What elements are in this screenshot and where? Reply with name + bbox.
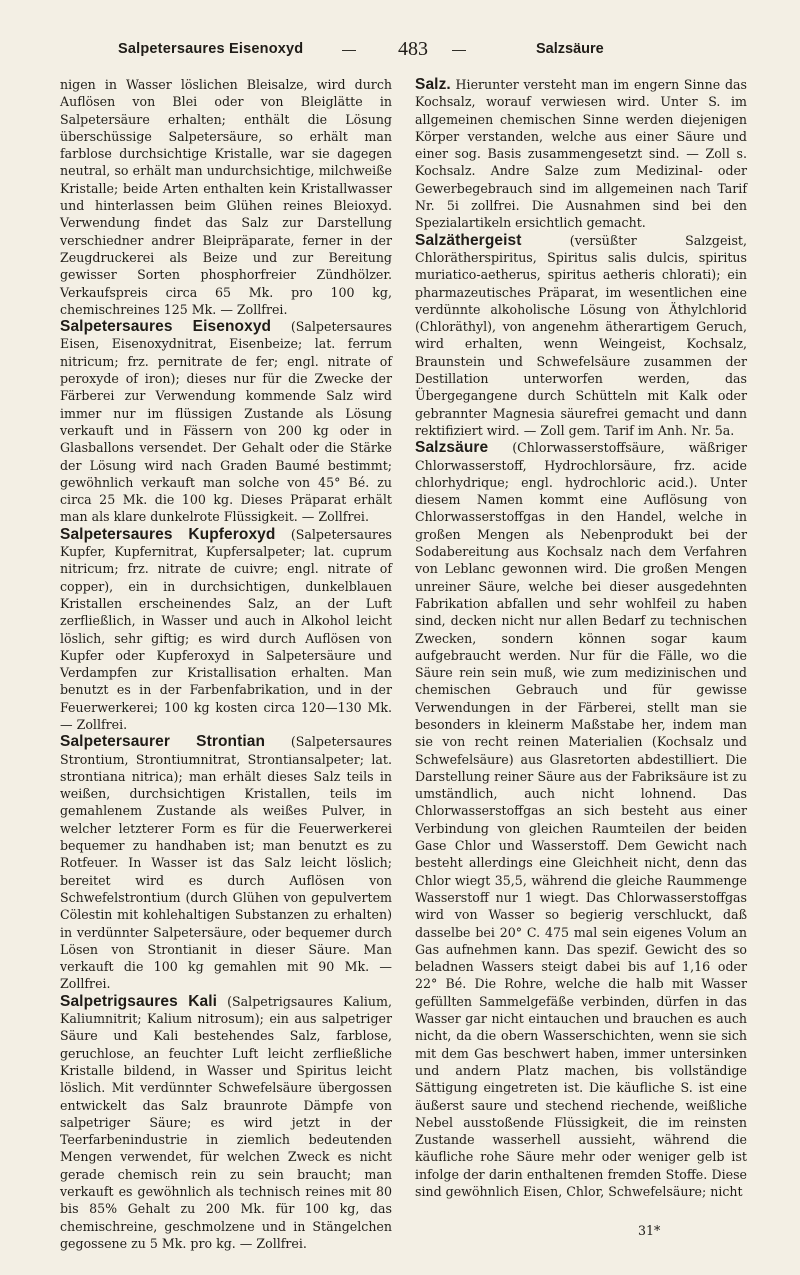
signature-mark: 31*: [638, 1223, 661, 1238]
entry: [60, 733, 392, 992]
entry: [60, 318, 392, 526]
page-number: 483: [398, 38, 428, 60]
entry-headword: Salpetersaurer Strontian: [60, 733, 266, 751]
header-left-title: Salpetersaures Eisenoxyd: [118, 41, 304, 57]
header-dash-right: —: [452, 41, 466, 57]
entry-headword: Salz.: [415, 76, 451, 93]
entry: [415, 439, 747, 1200]
entry-headword: Salzsäure: [415, 439, 489, 457]
entry-text: Hierunter versteht man im engern Sinne das Kochsalz, worauf verwiesen wird. Unter S. im allgemeinen chemischen Sinne werden diejenigen Körper verstanden, welche aus einer Säure und einer sog. Basis zusammengesetzt sind. — Zoll s. Kochsalz. Andre Salze zum Medizinal- oder Gewerbegebrauch sind im allgemeinen nach Tarif Nr. 5i zollfrei. Die Ausnahmen sind bei den Spezialartikeln ersichtlich gemacht.: [415, 77, 747, 231]
entry-text: (Salpetrigsaures Kalium, Kaliumnitrit; Kalium nitrosum); ein aus salpetriger Säure und Kali bestehendes Salz, farblose, geruchlose, an feuchter Luft leicht zerfließliche Kristalle bildend, in Wasser und Spiritus leicht löslich. Mit verdünnter Schwefelsäure übergossen entwickelt das Salz braunrote Dämpfe von salpetriger Säure; es wird jetzt in der Teerfarbenindustrie in ziemlich bedeutenden Mengen verwendet, für welchen Zweck es nicht gerade chemisch rein zu sein braucht; man verkauft es gewöhnlich als technisch reines mit 80 bis 85% Gehalt zu 200 Mk. für 100 kg, das chemischreine, geschmolzene und in Stängelchen gegossene zu 5 Mk. pro kg. — Zollfrei.: [60, 993, 392, 1251]
header-dash-left: —: [342, 41, 356, 57]
entry: [60, 526, 392, 734]
entry: [60, 993, 392, 1252]
running-header: [60, 38, 750, 64]
continued-entry-text: nigen in Wasser löslichen Bleisalze, wird durch Auflösen von Blei oder von Bleiglätte in Salpetersäure erhalten; enthält die Lösung überschüssige Salpetersäure, so erhält man farblose durchsichtige Kristalle, war sie dagegen neutral, so erhält man undurchsichtige, milchweiße Kristalle; beide Arten enthalten kein Kristallwasser und hinterlassen beim Glühen reines Bleioxyd. Verwendung findet das Salz zur Darstellung verschiedner andrer Bleipräparate, ferner in der Zeugdruckerei als Beize und zur Bereitung gewisser Sorten phosphorfreier Zündhölzer. Verkaufspreis circa 65 Mk. pro 100 kg, chemischreines 125 Mk. — Zollfrei.: [60, 77, 392, 317]
header-right-title: Salzsäure: [536, 41, 604, 57]
right-column: [415, 76, 747, 1200]
entry-headword: Salpetersaures Kupferoxyd: [60, 525, 276, 543]
entry-text: (versüßter Salzgeist, Chlorätherspiritus, Spiritus salis dulcis, spiritus muriatico-aetherus, spiritus aetheris chlorati); ein pharmazeutisches Präparat, im wesentlichen eine verdünnte alkoholische Lösung von Äthylchlorid (Chloräthyl), von angenehm ätherartigem Geruch, wird erhalten, wenn Weingeist, Kochsalz, Braunstein und Schwefelsäure zusammen der Destillation unterworfen werden, das Übergegangene durch Schütteln mit Kalk oder gebrannter Magnesia säurefrei gemacht und dann rektifiziert wird. — Zoll gem. Tarif im Anh. Nr. 5a.: [415, 232, 747, 438]
entry-headword: Salpetrigsaures Kali: [60, 992, 218, 1010]
entry-headword: Salpetersaures Eisenoxyd: [60, 318, 272, 336]
entry-text: (Chlorwasserstoffsäure, wäßriger Chlorwasserstoff, Hydrochlorsäure, frz. acide chlorhydrique; engl. hydrochloric acid.). Unter diesem Namen kommt eine Auflösung von Chlorwasserstoffgas in den Handel, welche in großen Mengen als Nebenprodukt bei der Sodabereitung aus Kochsalz nach dem Verfahren von Leblanc gewonnen wird. Die großen Mengen unreiner Säure, welche bei dieser ausgedehnten Fabrikation abfallen und sehr wohlfeil zu haben sind, decken nicht nur allen Bedarf zu technischen Zwecken, sondern können sogar kaum aufgebraucht werden. Nur für die Fälle, wo die Säure rein sein muß, wie zum medizinischen und chemischen Gebrauch und für gewisse Verwendungen in der Färberei, stellt man sie besonders in kleinerm Maßstabe her, indem man sie von recht reinen Materialien (Kochsalz und Schwefelsäure) aus Glasretorten abdestilliert. Die Darstellung reiner Säure aus der Fabriksäure ist zu umständlich, auch nicht lohnend. Das Chlorwasserstoffgas an sich besteht aus einer Verbindung von gleichen Raumteilen der beiden Gase Chlor und Wasserstoff. Dem Gewicht nach besteht allerdings eine Gleichheit nicht, denn das Chlor wiegt 35,5, während die gleiche Raummenge Wasserstoff nur 1 wiegt. Das Chlorwasserstoffgas wird von Wasser so begierig verschluckt, daß dasselbe bei 20° C. 475 mal sein eigenes Volum an Gas aufnehmen kann. Das spezif. Gewicht des so beladnen Wassers steigt dabei bis auf 1,16 oder 22° Bé. Die Rohre, welche die halb mit Wasser gefüllten Sammelgefäße verbinden, dürfen in das Wasser gar nicht eintauchen und brauchen es auch nicht, da die obern Wasserschichten, wenn sie sich mit dem Gas beschwert haben, immer untersinken und andern Platz machen, bis vollständige Sättigung eingetreten ist. Die käufliche S. ist eine äußerst saure und stechend riechende, weißliche Nebel ausstoßende Flüssigkeit, die im reinsten Zustande wasserhell aussieht, während die käufliche rohe Säure mehr oder weniger gelb ist infolge der darin enthaltenen fremden Stoffe. Diese sind gewöhnlich Eisen, Chlor, Schwefelsäure; nicht: [415, 440, 747, 1199]
entry-text: (Salpetersaures Kupfer, Kupfernitrat, Kupfersalpeter; lat. cuprum nitricum; frz. nitrate de cuivre; engl. nitrate of copper), ein in durchsichtigen, dunkelblauen Kristallen erscheinendes Salz, an der Luft zerfließlich, in Wasser und auch in Alkohol leicht löslich, sehr giftig; es wird durch Auflösen von Kupfer oder Kupferoxyd in Salpetersäure und Verdampfen zur Kristallisation erhalten. Man benutzt es in der Farbenfabrikation, und in der Feuerwerkerei; 100 kg kosten circa 120—130 Mk. — Zollfrei.: [60, 526, 392, 732]
left-column: [60, 76, 392, 1252]
entry-text: (Salpetersaures Eisen, Eisenoxydnitrat, Eisenbeize; lat. ferrum nitricum; frz. pernitrate de fer; engl. nitrate of peroxyde of iron); dieses nur für die Zwecke der Färberei zur Verwendung kommende Salz wird immer nur im flüssigen Zustande als Lösung verkauft und in Fässern von 200 kg oder in Glasballons versendet. Der Gehalt oder die Stärke der Lösung wird nach Graden Baumé bestimmt; gewöhnlich verkauft man solche von 45° Bé. zu circa 25 Mk. die 100 kg. Dieses Präparat erhält man als klare dunkelrote Flüssigkeit. — Zollfrei.: [60, 319, 392, 525]
entry: [415, 76, 747, 232]
entry-text: (Salpetersaures Strontium, Strontiumnitrat, Strontiansalpeter; lat. strontiana nitrica); man erhält dieses Salz teils in weißen, durchsichtigen Kristallen, teils im gemahlenem Zustande als weißes Pulver, in welcher letzterer Form es für die Feuerwerkerei bequemer zu handhaben ist; man benutzt es zu Rotfeuer. In Wasser ist das Salz leicht löslich; bereitet wird es durch Auflösen von Schwefelstrontium (durch Glühen von gepulvertem Cölestin mit kohlehaltigen Substanzen zu erhalten) in verdünnter Salpetersäure, oder bequemer durch Lösen von Strontianit in dieser Säure. Man verkauft die 100 kg gemahlen mit 90 Mk. — Zollfrei.: [60, 734, 392, 992]
entry-headword: Salzäthergeist: [415, 231, 522, 249]
entry: [415, 232, 747, 440]
